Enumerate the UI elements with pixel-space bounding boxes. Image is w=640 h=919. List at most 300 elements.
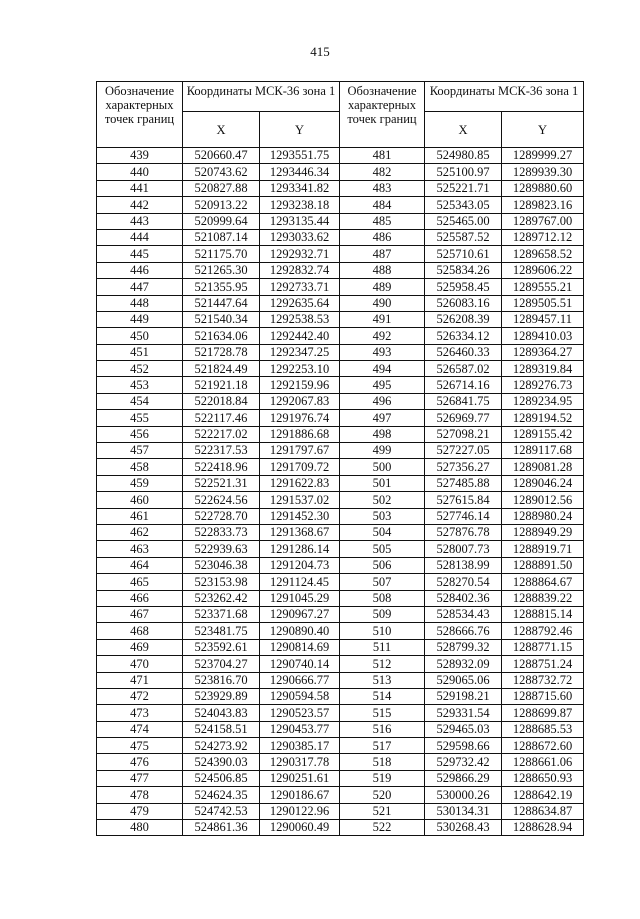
x-coordinate-left: 523592.61 (183, 639, 260, 655)
y-coordinate-right: 1289117.68 (502, 443, 584, 459)
table-row (97, 475, 584, 491)
x-coordinate-left: 522217.02 (183, 426, 260, 442)
point-id-left: 450 (97, 328, 183, 344)
y-coordinate-right: 1288792.46 (502, 623, 584, 639)
point-id-right: 482 (340, 164, 425, 180)
y-coordinate-left: 1290967.27 (260, 606, 340, 622)
page-number: 415 (310, 44, 330, 59)
table-row (97, 672, 584, 688)
x-coordinate-left: 524506.85 (183, 770, 260, 786)
x-coordinate-left: 521634.06 (183, 328, 260, 344)
point-id-left: 444 (97, 229, 183, 245)
point-id-left: 446 (97, 262, 183, 278)
x-coordinate-left: 522418.96 (183, 459, 260, 475)
y-coordinate-left: 1292538.53 (260, 311, 340, 327)
point-id-right: 522 (340, 820, 425, 836)
x-coordinate-right: 529732.42 (425, 754, 502, 770)
x-coordinate-left: 520913.22 (183, 197, 260, 213)
x-coordinate-left: 524861.36 (183, 820, 260, 836)
table-row (97, 557, 584, 573)
table-row (97, 656, 584, 672)
x-coordinate-left: 522624.56 (183, 492, 260, 508)
table-row (97, 492, 584, 508)
x-coordinate-left: 523929.89 (183, 688, 260, 704)
y-coordinate-right: 1289606.22 (502, 262, 584, 278)
point-id-left: 459 (97, 475, 183, 491)
point-id-left: 478 (97, 787, 183, 803)
y-coordinate-left: 1290251.61 (260, 770, 340, 786)
y-coordinate-left: 1293238.18 (260, 197, 340, 213)
x-coordinate-left: 523816.70 (183, 672, 260, 688)
x-coordinate-right: 525587.52 (425, 229, 502, 245)
x-coordinate-right: 525343.05 (425, 197, 502, 213)
y-coordinate-right: 1289081.28 (502, 459, 584, 475)
y-coordinate-right: 1289319.84 (502, 361, 584, 377)
x-coordinate-left: 522317.53 (183, 443, 260, 459)
x-coordinate-right: 526083.16 (425, 295, 502, 311)
point-id-left: 443 (97, 213, 183, 229)
table-row (97, 770, 584, 786)
x-coordinate-right: 528932.09 (425, 656, 502, 672)
y-coordinate-left: 1291204.73 (260, 557, 340, 573)
table-row (97, 803, 584, 819)
table-body (97, 148, 584, 836)
x-coordinate-right: 527485.88 (425, 475, 502, 491)
y-coordinate-right: 1289712.12 (502, 229, 584, 245)
point-id-left: 441 (97, 180, 183, 196)
x-coordinate-left: 522939.63 (183, 541, 260, 557)
y-coordinate-left: 1290740.14 (260, 656, 340, 672)
point-column-header-left: Обозначение характерных точек границ (97, 82, 183, 148)
y-coordinate-left: 1290453.77 (260, 721, 340, 737)
table-row (97, 606, 584, 622)
coord-system-header-right: Координаты МСК-36 зона 1 (425, 82, 584, 112)
x-coordinate-right: 530000.26 (425, 787, 502, 803)
y-coordinate-left: 1291368.67 (260, 524, 340, 540)
point-id-left: 466 (97, 590, 183, 606)
point-id-right: 486 (340, 229, 425, 245)
x-coordinate-right: 525710.61 (425, 246, 502, 262)
table-row (97, 705, 584, 721)
point-id-right: 488 (340, 262, 425, 278)
x-coordinate-left: 521175.70 (183, 246, 260, 262)
y-coordinate-right: 1289658.52 (502, 246, 584, 262)
table-row (97, 738, 584, 754)
x-coordinate-right: 526460.33 (425, 344, 502, 360)
point-id-left: 439 (97, 148, 183, 164)
x-coordinate-right: 529331.54 (425, 705, 502, 721)
point-id-left: 473 (97, 705, 183, 721)
point-id-left: 472 (97, 688, 183, 704)
x-coordinate-right: 526841.75 (425, 393, 502, 409)
table-row (97, 541, 584, 557)
x-coordinate-right: 529866.29 (425, 770, 502, 786)
point-id-right: 495 (340, 377, 425, 393)
x-coordinate-right: 527356.27 (425, 459, 502, 475)
point-id-right: 514 (340, 688, 425, 704)
y-coordinate-right: 1289364.27 (502, 344, 584, 360)
x-coordinate-right: 529598.66 (425, 738, 502, 754)
y-coordinate-right: 1288699.87 (502, 705, 584, 721)
table-row (97, 426, 584, 442)
x-coordinate-left: 524158.51 (183, 721, 260, 737)
point-id-right: 483 (340, 180, 425, 196)
point-id-right: 518 (340, 754, 425, 770)
point-id-left: 449 (97, 311, 183, 327)
y-coordinate-left: 1290594.58 (260, 688, 340, 704)
table-row (97, 721, 584, 737)
x-coordinate-right: 528270.54 (425, 574, 502, 590)
x-coordinate-right: 524980.85 (425, 148, 502, 164)
table-row (97, 311, 584, 327)
y-coordinate-right: 1289410.03 (502, 328, 584, 344)
x-coordinate-right: 529065.06 (425, 672, 502, 688)
x-coordinate-left: 524273.92 (183, 738, 260, 754)
y-coordinate-right: 1288891.50 (502, 557, 584, 573)
point-id-left: 458 (97, 459, 183, 475)
x-coordinate-left: 523153.98 (183, 574, 260, 590)
table-row (97, 197, 584, 213)
y-coordinate-left: 1291976.74 (260, 410, 340, 426)
table-row (97, 377, 584, 393)
y-coordinate-left: 1292442.40 (260, 328, 340, 344)
y-coordinate-left: 1291886.68 (260, 426, 340, 442)
boundary-points-table (96, 81, 584, 836)
y-coordinate-right: 1288839.22 (502, 590, 584, 606)
point-id-left: 464 (97, 557, 183, 573)
point-id-left: 474 (97, 721, 183, 737)
x-coordinate-left: 524043.83 (183, 705, 260, 721)
x-coordinate-left: 521447.64 (183, 295, 260, 311)
y-coordinate-right: 1288980.24 (502, 508, 584, 524)
y-coordinate-left: 1293446.34 (260, 164, 340, 180)
table-row (97, 393, 584, 409)
x-coordinate-right: 528534.43 (425, 606, 502, 622)
x-coordinate-left: 522728.70 (183, 508, 260, 524)
y-coordinate-left: 1293551.75 (260, 148, 340, 164)
point-id-right: 502 (340, 492, 425, 508)
x-coordinate-right: 525834.26 (425, 262, 502, 278)
table-row (97, 361, 584, 377)
table-row (97, 246, 584, 262)
table-row (97, 688, 584, 704)
x-coordinate-right: 526208.39 (425, 311, 502, 327)
y-coordinate-left: 1292832.74 (260, 262, 340, 278)
point-column-header-right: Обозначение характерных точек границ (340, 82, 425, 148)
x-coordinate-right: 528007.73 (425, 541, 502, 557)
y-coordinate-left: 1292932.71 (260, 246, 340, 262)
y-coordinate-right: 1288685.53 (502, 721, 584, 737)
x-coordinate-right: 525465.00 (425, 213, 502, 229)
point-id-left: 456 (97, 426, 183, 442)
point-id-right: 500 (340, 459, 425, 475)
y-coordinate-right: 1289880.60 (502, 180, 584, 196)
x-coordinate-left: 524624.35 (183, 787, 260, 803)
y-coordinate-right: 1289999.27 (502, 148, 584, 164)
x-coordinate-right: 527746.14 (425, 508, 502, 524)
x-coordinate-left: 523704.27 (183, 656, 260, 672)
point-id-right: 499 (340, 443, 425, 459)
y-coordinate-left: 1290317.78 (260, 754, 340, 770)
table-row (97, 820, 584, 836)
x-coordinate-left: 521921.18 (183, 377, 260, 393)
y-coordinate-left: 1292635.64 (260, 295, 340, 311)
y-coordinate-left: 1293135.44 (260, 213, 340, 229)
y-coordinate-right: 1288949.29 (502, 524, 584, 540)
x-coordinate-right: 528138.99 (425, 557, 502, 573)
point-id-right: 512 (340, 656, 425, 672)
x-coordinate-right: 527876.78 (425, 524, 502, 540)
table-row (97, 590, 584, 606)
x-header-left: X (183, 112, 260, 148)
y-coordinate-left: 1292159.96 (260, 377, 340, 393)
point-id-left: 471 (97, 672, 183, 688)
point-id-right: 505 (340, 541, 425, 557)
point-id-right: 484 (340, 197, 425, 213)
point-id-right: 506 (340, 557, 425, 573)
y-coordinate-left: 1291537.02 (260, 492, 340, 508)
x-coordinate-right: 526587.02 (425, 361, 502, 377)
x-coordinate-right: 528666.76 (425, 623, 502, 639)
table-row (97, 623, 584, 639)
y-coordinate-right: 1289767.00 (502, 213, 584, 229)
y-coordinate-right: 1289234.95 (502, 393, 584, 409)
x-coordinate-left: 524742.53 (183, 803, 260, 819)
table-row (97, 279, 584, 295)
y-coordinate-left: 1291045.29 (260, 590, 340, 606)
y-coordinate-left: 1292253.10 (260, 361, 340, 377)
x-coordinate-left: 520743.62 (183, 164, 260, 180)
x-coordinate-right: 527098.21 (425, 426, 502, 442)
x-coordinate-left: 521087.14 (183, 229, 260, 245)
y-header-left: Y (260, 112, 340, 148)
point-id-right: 485 (340, 213, 425, 229)
x-coordinate-left: 521265.30 (183, 262, 260, 278)
x-coordinate-left: 521728.78 (183, 344, 260, 360)
x-coordinate-right: 527615.84 (425, 492, 502, 508)
x-coordinate-left: 522521.31 (183, 475, 260, 491)
table-row (97, 574, 584, 590)
y-coordinate-right: 1288661.06 (502, 754, 584, 770)
x-coordinate-right: 529198.21 (425, 688, 502, 704)
y-coordinate-left: 1290186.67 (260, 787, 340, 803)
point-id-right: 520 (340, 787, 425, 803)
table-row (97, 295, 584, 311)
point-id-right: 498 (340, 426, 425, 442)
x-coordinate-right: 530134.31 (425, 803, 502, 819)
table-row (97, 148, 584, 164)
table-row (97, 459, 584, 475)
y-coordinate-right: 1288715.60 (502, 688, 584, 704)
y-coordinate-left: 1292733.71 (260, 279, 340, 295)
point-id-right: 511 (340, 639, 425, 655)
point-id-right: 493 (340, 344, 425, 360)
point-id-left: 462 (97, 524, 183, 540)
y-coordinate-left: 1291622.83 (260, 475, 340, 491)
point-id-left: 479 (97, 803, 183, 819)
table-row (97, 344, 584, 360)
y-header-right: Y (502, 112, 584, 148)
point-id-left: 451 (97, 344, 183, 360)
x-coordinate-right: 527227.05 (425, 443, 502, 459)
point-id-right: 519 (340, 770, 425, 786)
x-coordinate-right: 526714.16 (425, 377, 502, 393)
point-id-right: 494 (340, 361, 425, 377)
y-coordinate-right: 1289505.51 (502, 295, 584, 311)
point-id-right: 496 (340, 393, 425, 409)
point-id-left: 460 (97, 492, 183, 508)
x-coordinate-left: 523481.75 (183, 623, 260, 639)
y-coordinate-left: 1291124.45 (260, 574, 340, 590)
y-coordinate-right: 1288864.67 (502, 574, 584, 590)
y-coordinate-left: 1290122.96 (260, 803, 340, 819)
x-coordinate-left: 520827.88 (183, 180, 260, 196)
x-coordinate-left: 521824.49 (183, 361, 260, 377)
y-coordinate-right: 1289823.16 (502, 197, 584, 213)
y-coordinate-left: 1291709.72 (260, 459, 340, 475)
x-coordinate-right: 528402.36 (425, 590, 502, 606)
table-row (97, 229, 584, 245)
x-coordinate-left: 522117.46 (183, 410, 260, 426)
x-coordinate-right: 529465.03 (425, 721, 502, 737)
coord-system-header-left: Координаты МСК-36 зона 1 (183, 82, 340, 112)
point-id-right: 515 (340, 705, 425, 721)
point-id-right: 490 (340, 295, 425, 311)
table-row (97, 410, 584, 426)
point-id-left: 465 (97, 574, 183, 590)
y-coordinate-right: 1288751.24 (502, 656, 584, 672)
table-row (97, 180, 584, 196)
x-coordinate-left: 523046.38 (183, 557, 260, 573)
point-id-right: 510 (340, 623, 425, 639)
point-id-right: 492 (340, 328, 425, 344)
table-row (97, 508, 584, 524)
point-id-right: 491 (340, 311, 425, 327)
point-id-left: 440 (97, 164, 183, 180)
y-coordinate-left: 1290814.69 (260, 639, 340, 655)
x-coordinate-left: 523262.42 (183, 590, 260, 606)
point-id-right: 504 (340, 524, 425, 540)
point-id-left: 463 (97, 541, 183, 557)
y-coordinate-right: 1289155.42 (502, 426, 584, 442)
table-row (97, 213, 584, 229)
y-coordinate-left: 1293341.82 (260, 180, 340, 196)
table-row (97, 164, 584, 180)
y-coordinate-right: 1289194.52 (502, 410, 584, 426)
y-coordinate-left: 1290385.17 (260, 738, 340, 754)
y-coordinate-right: 1288672.60 (502, 738, 584, 754)
point-id-right: 497 (340, 410, 425, 426)
y-coordinate-right: 1288919.71 (502, 541, 584, 557)
y-coordinate-left: 1290060.49 (260, 820, 340, 836)
y-coordinate-left: 1291286.14 (260, 541, 340, 557)
y-coordinate-right: 1289939.30 (502, 164, 584, 180)
x-coordinate-left: 521355.95 (183, 279, 260, 295)
y-coordinate-right: 1288650.93 (502, 770, 584, 786)
y-coordinate-right: 1288642.19 (502, 787, 584, 803)
table-row (97, 443, 584, 459)
point-id-left: 467 (97, 606, 183, 622)
y-coordinate-left: 1293033.62 (260, 229, 340, 245)
y-coordinate-right: 1289457.11 (502, 311, 584, 327)
point-id-right: 481 (340, 148, 425, 164)
point-id-left: 448 (97, 295, 183, 311)
y-coordinate-left: 1292067.83 (260, 393, 340, 409)
point-id-left: 476 (97, 754, 183, 770)
y-coordinate-left: 1290523.57 (260, 705, 340, 721)
x-coordinate-left: 520999.64 (183, 213, 260, 229)
point-id-left: 468 (97, 623, 183, 639)
x-coordinate-left: 523371.68 (183, 606, 260, 622)
y-coordinate-right: 1288771.15 (502, 639, 584, 655)
y-coordinate-right: 1288815.14 (502, 606, 584, 622)
point-id-left: 442 (97, 197, 183, 213)
point-id-right: 507 (340, 574, 425, 590)
x-coordinate-right: 528799.32 (425, 639, 502, 655)
point-id-left: 457 (97, 443, 183, 459)
point-id-right: 503 (340, 508, 425, 524)
point-id-left: 452 (97, 361, 183, 377)
point-id-right: 501 (340, 475, 425, 491)
table-row (97, 639, 584, 655)
point-id-left: 469 (97, 639, 183, 655)
x-coordinate-right: 530268.43 (425, 820, 502, 836)
y-coordinate-left: 1290666.77 (260, 672, 340, 688)
table-row (97, 262, 584, 278)
y-coordinate-right: 1289555.21 (502, 279, 584, 295)
x-coordinate-left: 522833.73 (183, 524, 260, 540)
point-id-left: 454 (97, 393, 183, 409)
point-id-right: 489 (340, 279, 425, 295)
x-coordinate-right: 526334.12 (425, 328, 502, 344)
table-row (97, 754, 584, 770)
x-coordinate-left: 524390.03 (183, 754, 260, 770)
point-id-right: 521 (340, 803, 425, 819)
point-id-left: 461 (97, 508, 183, 524)
y-coordinate-left: 1292347.25 (260, 344, 340, 360)
point-id-left: 445 (97, 246, 183, 262)
x-coordinate-left: 520660.47 (183, 148, 260, 164)
point-id-left: 477 (97, 770, 183, 786)
table-row (97, 328, 584, 344)
point-id-left: 453 (97, 377, 183, 393)
point-id-left: 447 (97, 279, 183, 295)
table-row (97, 787, 584, 803)
x-coordinate-right: 525958.45 (425, 279, 502, 295)
y-coordinate-right: 1289046.24 (502, 475, 584, 491)
point-id-right: 513 (340, 672, 425, 688)
point-id-left: 480 (97, 820, 183, 836)
y-coordinate-right: 1288732.72 (502, 672, 584, 688)
x-header-right: X (425, 112, 502, 148)
y-coordinate-left: 1291797.67 (260, 443, 340, 459)
point-id-left: 470 (97, 656, 183, 672)
point-id-right: 516 (340, 721, 425, 737)
x-coordinate-right: 526969.77 (425, 410, 502, 426)
x-coordinate-left: 522018.84 (183, 393, 260, 409)
y-coordinate-left: 1291452.30 (260, 508, 340, 524)
y-coordinate-right: 1289276.73 (502, 377, 584, 393)
table-row (97, 524, 584, 540)
y-coordinate-left: 1290890.40 (260, 623, 340, 639)
y-coordinate-right: 1289012.56 (502, 492, 584, 508)
point-id-left: 475 (97, 738, 183, 754)
y-coordinate-right: 1288628.94 (502, 820, 584, 836)
point-id-right: 487 (340, 246, 425, 262)
point-id-right: 517 (340, 738, 425, 754)
point-id-right: 508 (340, 590, 425, 606)
y-coordinate-right: 1288634.87 (502, 803, 584, 819)
